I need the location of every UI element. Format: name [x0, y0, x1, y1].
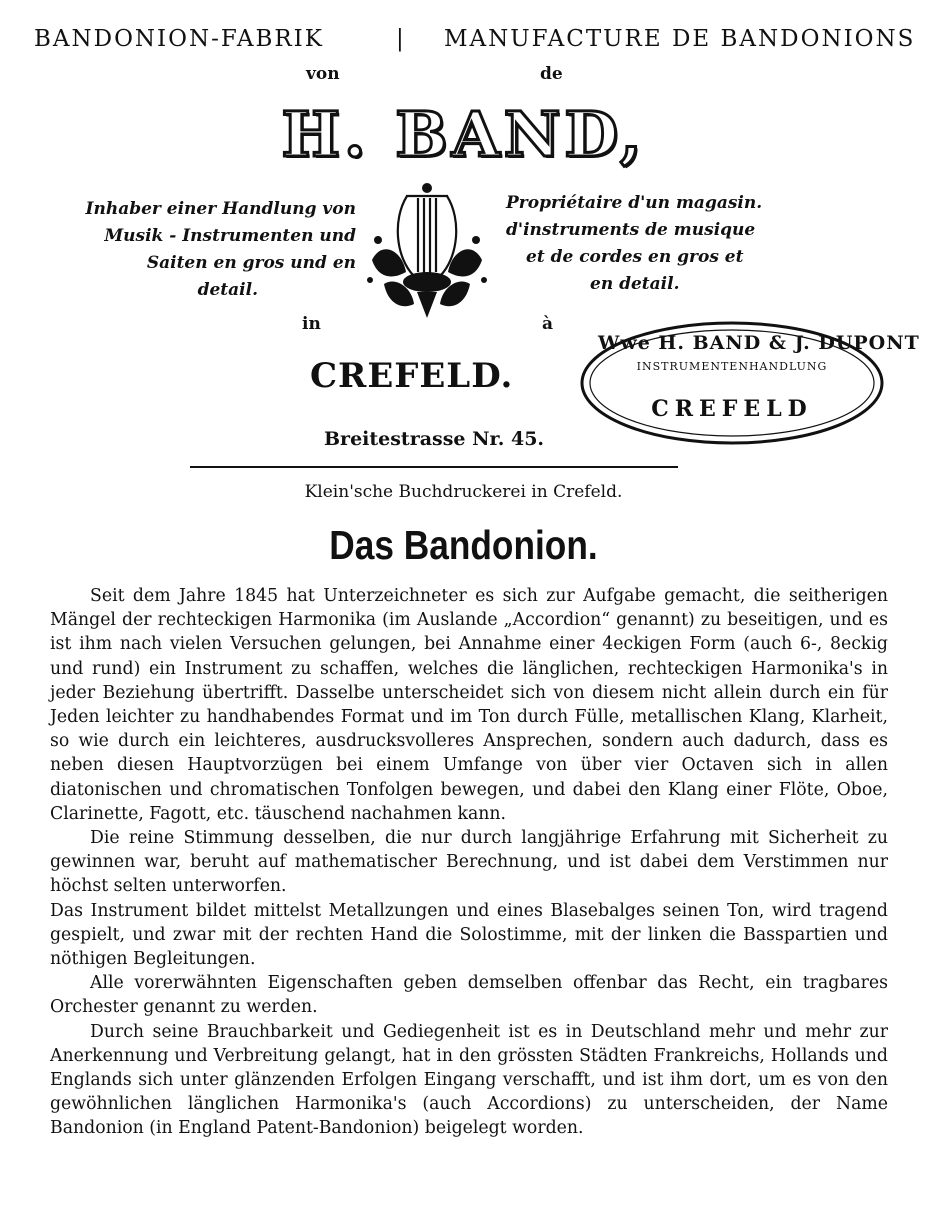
company-name: H. BAND,: [281, 98, 646, 171]
city-name: CREFELD.: [310, 356, 514, 396]
divider-rule: [190, 466, 678, 468]
owner-german-line: Inhaber einer Handlung von: [85, 199, 356, 219]
stamp-line-2: INSTRUMENTENHANDLUNG: [636, 360, 828, 373]
header-divider: |: [396, 26, 406, 52]
body-paragraph: Die reine Stimmung desselben, die nur durch langjährige Erfahrung mit Sicherheit zu gewinnen war, beruht auf mathematischer Berechnung, und ist dabei dem Verstimmen nur höchst selten unterworfen.: [50, 828, 888, 897]
owner-german: [60, 196, 356, 304]
owner-french: [506, 190, 778, 298]
printer-credit: Klein'sche Buchdruckerei in Crefeld.: [304, 482, 623, 502]
in-label: in: [302, 314, 321, 334]
stamp-line-3: CREFELD: [651, 396, 813, 422]
header-right: MANUFACTURE DE BANDONIONS: [444, 26, 916, 52]
article-body: [50, 584, 888, 1141]
body-paragraph: Alle vorerwähnten Eigenschaften geben demselben offenbar das Recht, ein tragbares Orchester genannt zu werden.: [50, 973, 888, 1018]
body-paragraph: Seit dem Jahre 1845 hat Unterzeichneter es sich zur Aufgabe gemacht, die seitherigen Mängel der rechteckigen Harmonika (im Auslande „Accordion“ genannt) zu beseitigen, und es ist ihm nach vielen Versuchen gelungen, bei Annahme einer 4eckigen Form (auch 6-, 8eckig und rund) ein Instrument zu schaffen, welches die länglichen, rechteckigen Harmonika's in jeder Beziehung übertrifft. Dasselbe unterscheidet sich von diesem nicht allein durch ein für Jeden leichter zu handhabendes Format und im Ton durch Fülle, metallischen Klang, Klarheit, so wie durch ein leichteres, ausdrucksvolleres Ansprechen, sondern auch dadurch, dass es neben diesen Hauptvorzügen bei einem Umfange von über vier Octaven sich in allen diatonischen und chromatischen Tonfolgen bewegen, und dabei den Klang einer Flöte, Oboe, Clarinette, Fagott, etc. täuschend nachahmen kann.: [50, 586, 888, 824]
von-label: von: [306, 64, 340, 84]
owner-german-line: detail.: [197, 280, 258, 300]
de-label: de: [540, 64, 563, 84]
body-paragraph: Durch seine Brauchbarkeit und Gediegenheit ist es in Deutschland mehr und mehr zur Anerkennung und Verbreitung gelangt, hat in den grössten Städten Frankreichs, Hollands und Englands sich unter glänzenden Erfolgen Eingang verschafft, und ist ihm dort, um es von den gewöhnlichen länglichen Harmonika's (auch Accordions) zu unterscheiden, der Name Bandonion (in England Patent-Bandonion) beigelegt worden.: [50, 1021, 888, 1139]
street-address: Breitestrasse Nr. 45.: [324, 428, 545, 450]
owner-french-line: et de cordes en gros et: [526, 247, 744, 267]
dealer-stamp: [576, 318, 920, 448]
owner-french-line: d'instruments de musique: [506, 220, 756, 240]
body-paragraph: Das Instrument bildet mittelst Metallzungen und eines Blasebalges seinen Ton, wird tragend gespielt, und zwar mit der rechten Hand die Solostimme, mit der linken die Basspartien und nöthigen Begleitungen.: [50, 900, 888, 970]
owner-french-line: Propriétaire d'un magasin.: [506, 193, 763, 213]
stamp-line-1: Wwe H. BAND & J. DUPONT: [598, 332, 920, 354]
a-label: à: [542, 314, 554, 334]
lyre-ornament-icon: [362, 180, 492, 320]
header-left: BANDONION-FABRIK: [34, 26, 324, 52]
article-title: Das Bandonion.: [329, 522, 598, 568]
owner-german-line: Musik - Instrumenten und: [104, 226, 356, 246]
owner-german-line: Saiten en gros und en: [146, 253, 356, 273]
owner-french-line: en detail.: [590, 274, 680, 294]
